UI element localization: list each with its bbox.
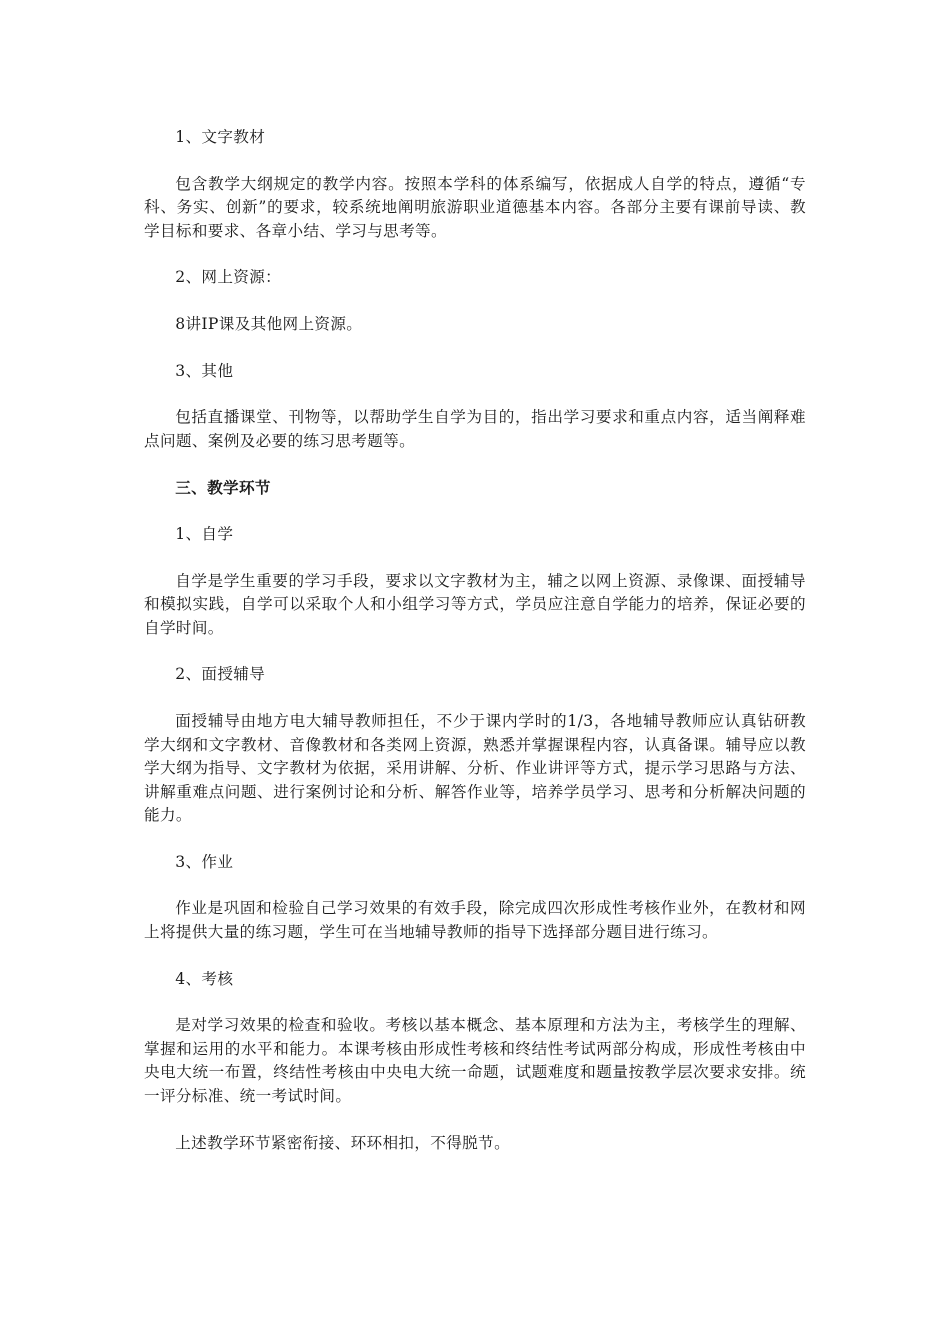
subheading-text-materials: 1、文字教材 xyxy=(175,128,266,146)
subheading-online-resources: 2、网上资源： xyxy=(175,268,282,287)
subheading-assessment: 4、考核 xyxy=(175,969,234,988)
subheading-homework: 3、作业 xyxy=(175,852,234,871)
paragraph-assessment: 是对学习效果的检查和验收。考核以基本概念、基本原理和方法为主，考核学生的理解、掌握和运用的水平和能力。本课考核由形成性考核和终结性考试两部分构成，形成性考核由中央电大统一布置，终结性考核由中央电大统一命题，试题难度和题量按教学层次要求安排。统一评分标准、统一考试时间。 xyxy=(144,1016,806,1106)
paragraph-self-study: 自学是学生重要的学习手段，要求以文字教材为主，辅之以网上资源、录像课、面授辅导和模拟实践，自学可以采取个人和小组学习等方式，学员应注意自学能力的培养，保证必要的自学时间。 xyxy=(144,571,806,637)
paragraph-summary: 上述教学环节紧密衔接、环环相扣，不得脱节。 xyxy=(175,1133,511,1152)
paragraph-homework: 作业是巩固和检验自己学习效果的有效手段，除完成四次形成性考核作业外，在教材和网上将提供大量的练习题，学生可在当地辅导教师的指导下选择部分题目进行练习。 xyxy=(144,899,806,942)
section-heading-teaching-links: 三、教学环节 xyxy=(175,478,271,498)
subheading-tutoring: 2、面授辅导 xyxy=(175,665,266,684)
paragraph-online-resources: 8讲IP课及其他网上资源。 xyxy=(175,314,363,333)
document-page xyxy=(144,126,806,1155)
subheading-self-study: 1、自学 xyxy=(175,524,234,543)
subheading-other: 3、其他 xyxy=(175,361,234,380)
paragraph-text-materials: 包含教学大纲规定的教学内容。按照本学科的体系编写，依据成人自学的特点，遵循“专科、务实、创新”的要求，较系统地阐明旅游职业道德基本内容。各部分主要有课前导读、教学目标和要求、各章小结、学习与思考等。 xyxy=(144,174,806,240)
paragraph-tutoring: 面授辅导由地方电大辅导教师担任，不少于课内学时的1/3，各地辅导教师应认真钻研教学大纲和文字教材、音像教材和各类网上资源，熟悉并掌握课程内容，认真备课。辅导应以教学大纲为指导、文字教材为依据，采用讲解、分析、作业讲评等方式，提示学习思路与方法、讲解重难点问题、进行案例讨论和分析、解答作业等，培养学员学习、思考和分析解决问题的能力。 xyxy=(144,711,806,825)
paragraph-other: 包括直播课堂、刊物等，以帮助学生自学为目的，指出学习要求和重点内容，适当阐释难点问题、案例及必要的练习思考题等。 xyxy=(144,408,806,450)
